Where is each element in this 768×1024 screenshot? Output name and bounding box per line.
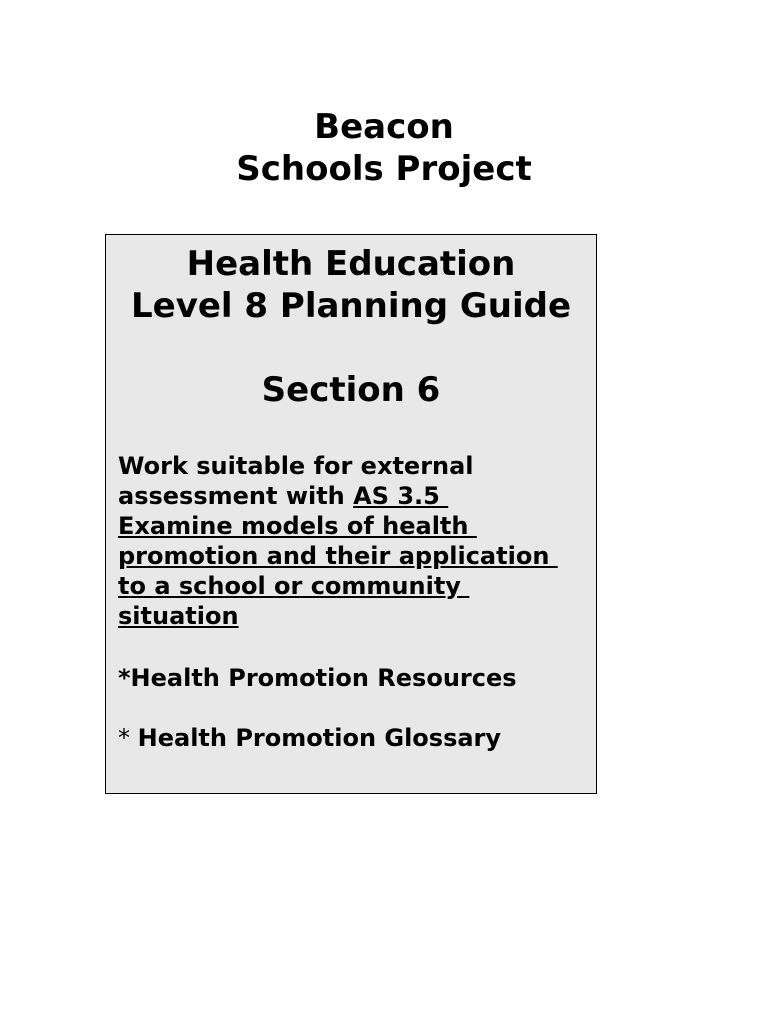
glossary-item: [118, 723, 501, 753]
heading-line-1: Health Education: [186, 244, 516, 284]
content-box: [105, 234, 597, 794]
glossary-bullet: *: [118, 724, 138, 752]
desc-line-1: Work suitable for external: [118, 452, 474, 480]
section-label: Section 6: [261, 370, 441, 410]
desc-line-5: to a school or community: [118, 572, 470, 600]
assessment-description: [118, 451, 592, 631]
desc-line-4: promotion and their application: [118, 542, 558, 570]
standard-code: AS 3.5: [353, 482, 449, 510]
resources-item: *Health Promotion Resources: [118, 664, 517, 692]
page-title: [0, 106, 768, 190]
title-line-1: Beacon: [314, 107, 454, 147]
desc-line-3: Examine models of health: [118, 512, 477, 540]
box-heading: [106, 243, 596, 327]
desc-line-2-plain: assessment with: [118, 482, 354, 510]
desc-line-2: [118, 481, 592, 511]
glossary-label: Health Promotion Glossary: [137, 724, 502, 752]
heading-line-2: Level 8 Planning Guide: [130, 286, 572, 326]
desc-line-6: situation: [118, 602, 239, 630]
title-line-2: Schools Project: [236, 149, 532, 189]
